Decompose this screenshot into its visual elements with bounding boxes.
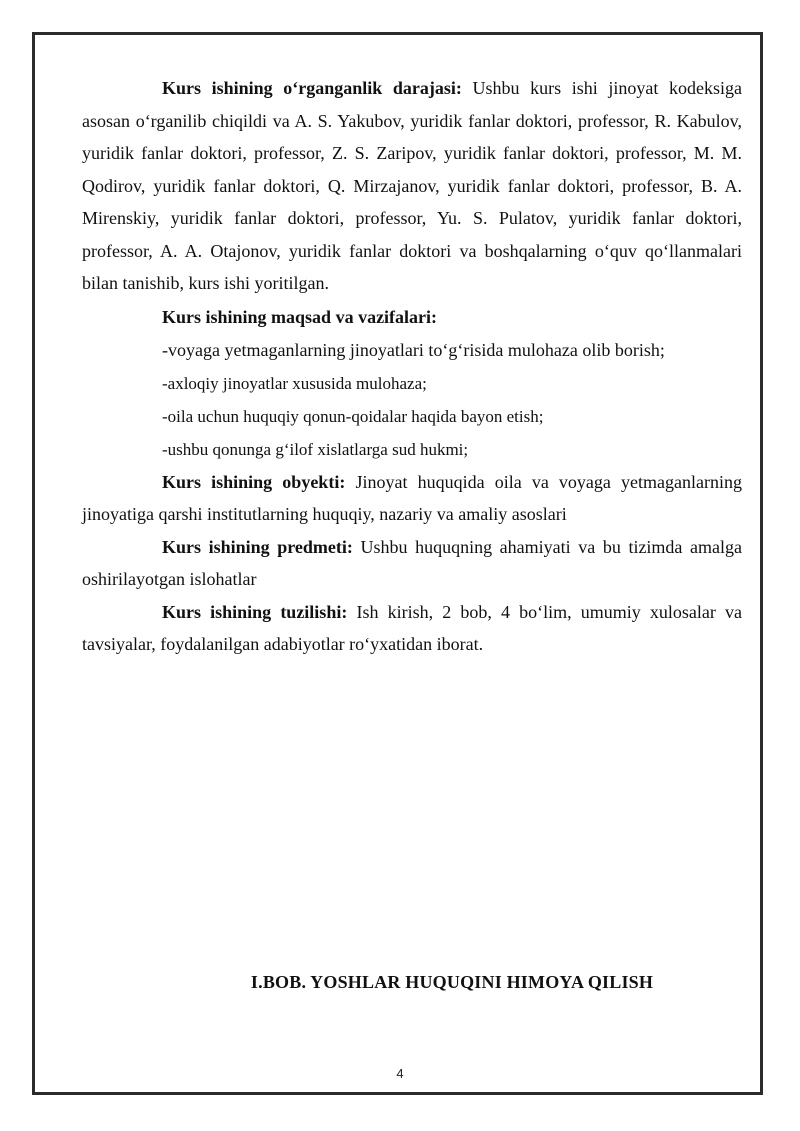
paragraph-subject	[82, 531, 742, 596]
study-level-text: Ushbu kurs ishi jinoyat kodeksiga asosan o‘rganilib chiqildi va A. S. Yakubov, yuridik fanlar doktori, professor, R. Kabulov, yuridik fanlar doktori, professor, Z. S. Zaripov, yuridik fanlar doktori, professor, M. M. Qodirov, yuridik fanlar doktori, Q. Mirzajanov, yuridik fanlar doktori, professor, B. A. Mirenskiy, yuridik fanlar doktori, professor, Yu. S. Pulatov, yuridik fanlar doktori, professor, A. A. Otajonov, yuridik fanlar doktori va boshqalarning o‘quv qo‘llanmalari bilan tanishib, kurs ishi yoritilgan.	[82, 78, 742, 293]
subject-label: Kurs ishining predmeti:	[162, 536, 353, 557]
document-body	[82, 72, 742, 661]
paragraph-object	[82, 466, 742, 531]
paragraph-study-level	[82, 72, 742, 300]
object-label: Kurs ishining obyekti:	[162, 471, 346, 492]
goals-item: -voyaga yetmaganlarning jinoyatlari to‘g‘risida mulohaza olib borish;	[162, 339, 665, 360]
structure-text: Ish kirish, 2 bob, 4 bo‘lim, umumiy xulosalar va tavsiyalar, foydalanilgan adabiyotlar ro‘yxatidan iborat.	[82, 601, 742, 654]
goals-item: -axloqiy jinoyatlar xususida mulohaza;	[162, 373, 427, 393]
chapter-title	[0, 972, 800, 993]
paragraph-structure	[82, 596, 742, 661]
chapter-title-text: I.BOB. YOSHLAR HUQUQINI HIMOYA QILISH	[250, 972, 654, 992]
object-text: Jinoyat huquqida oila va voyaga yetmaganlarning jinoyatiga qarshi institutlarning huquqiy, nazariy va amaliy asoslari	[82, 471, 742, 524]
goals-item: -ushbu qonunga g‘ilof xislatlarga sud hukmi;	[162, 439, 469, 459]
structure-label: Kurs ishining tuzilishi:	[162, 601, 348, 622]
goals-item: -oila uchun huquqiy qonun-qoidalar haqida bayon etish;	[162, 406, 544, 426]
goals-heading: Kurs ishining maqsad va vazifalari:	[162, 306, 438, 327]
subject-text: Ushbu huquqning ahamiyati va bu tizimda amalga oshirilayotgan islohatlar	[82, 536, 742, 589]
page-number: 4	[396, 1066, 404, 1081]
study-level-label: Kurs ishining o‘rganganlik darajasi:	[162, 78, 462, 98]
